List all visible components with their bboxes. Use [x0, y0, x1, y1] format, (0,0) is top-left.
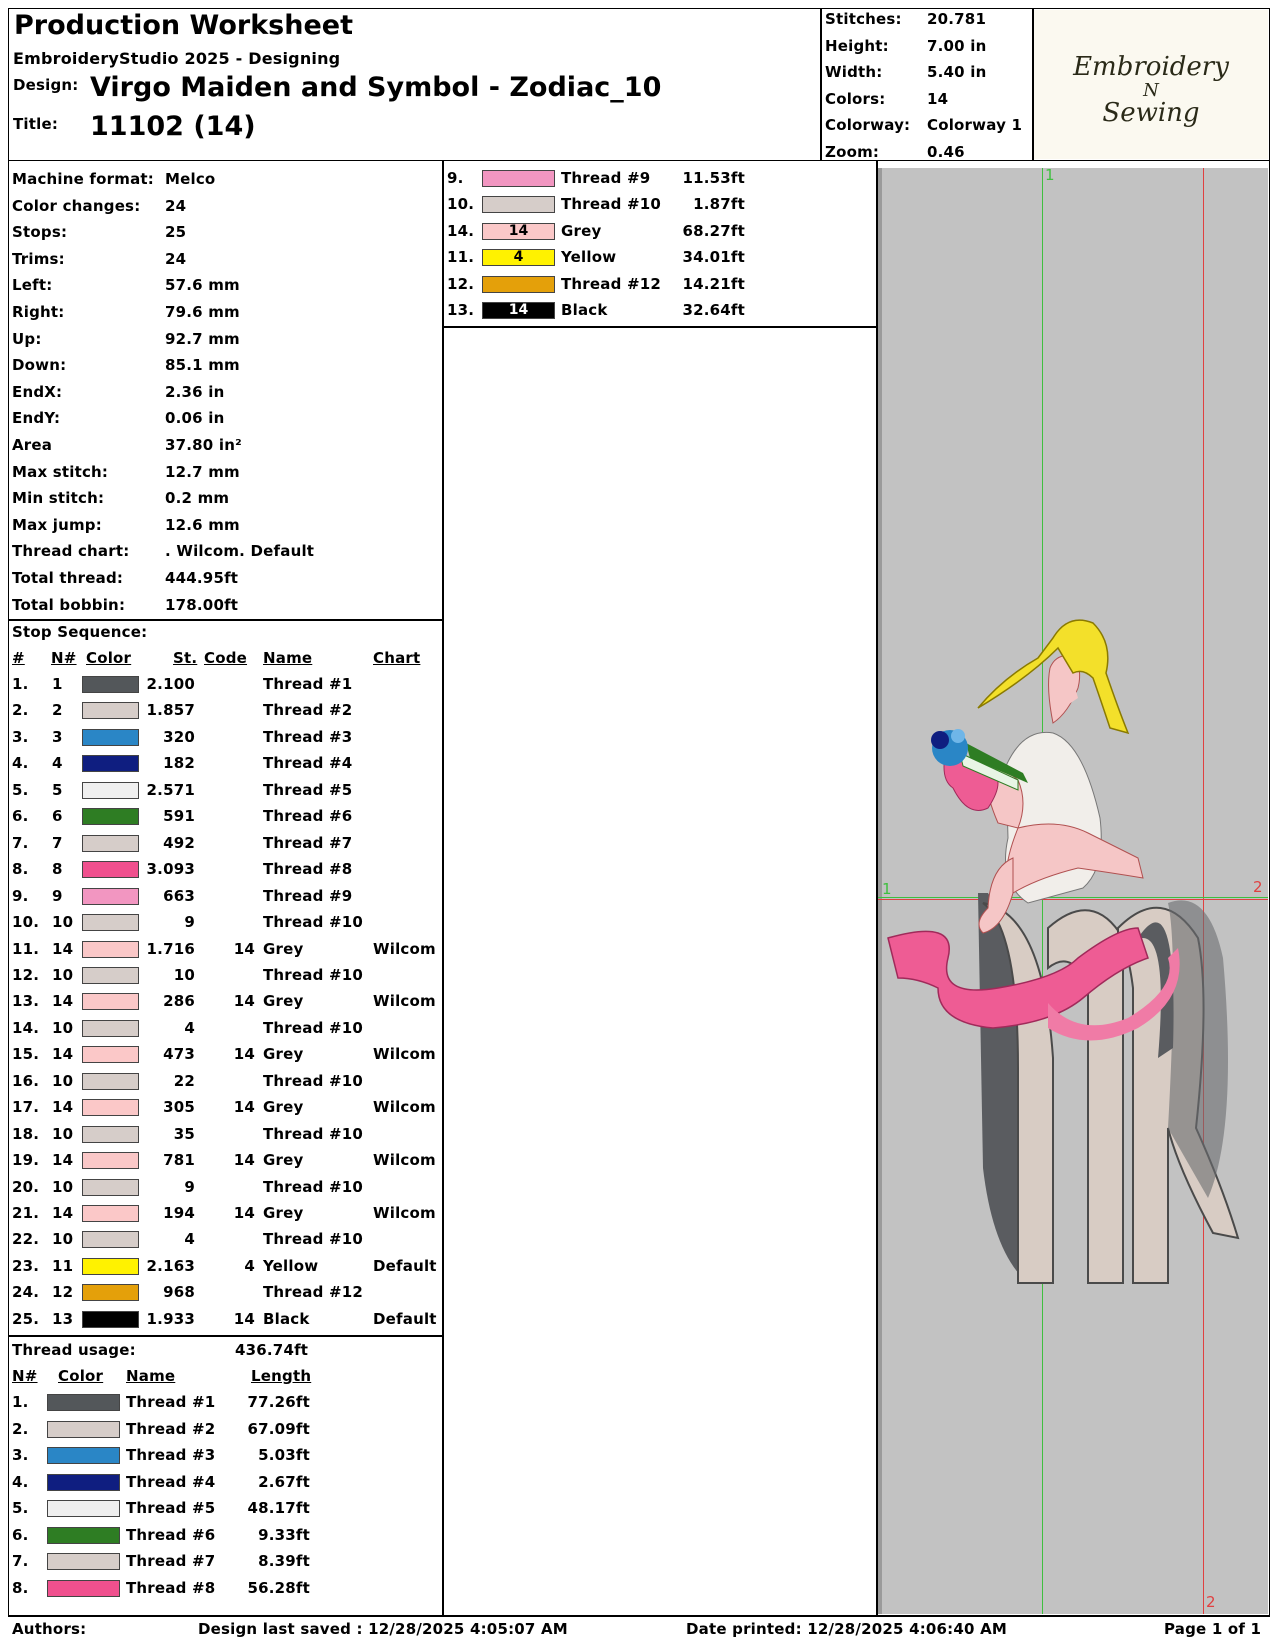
embroidery-design: [878, 168, 1268, 1614]
stop-row-n: 10: [52, 1124, 74, 1143]
design-preview: [878, 168, 1268, 1614]
stop-row-code: 14: [233, 1045, 255, 1064]
stop-row-stitches: 591: [163, 807, 195, 826]
stop-row-name: Grey: [263, 1151, 304, 1170]
usage-row-n: 12.: [447, 274, 475, 293]
machine-info-label: Machine format:: [12, 170, 154, 188]
stop-row-name: Thread #10: [263, 1071, 364, 1090]
usage-row-color-swatch: [482, 196, 555, 213]
stop-row-n: 14: [52, 1045, 74, 1064]
usage-row-name: Thread #7: [126, 1552, 216, 1570]
stop-row-chart: Wilcom: [373, 1204, 436, 1222]
stop-row-name: Grey: [263, 992, 304, 1011]
stop-row-color-swatch: [82, 914, 139, 931]
footer-printed: Date printed: 12/28/2025 4:06:40 AM: [686, 1620, 1008, 1638]
stop-row-color-swatch: [82, 967, 139, 984]
stop-row-n: 7: [52, 833, 63, 852]
stop-row-stitches: 2.163: [146, 1256, 195, 1275]
stop-row-chart: Default: [373, 1309, 437, 1328]
stat-value: 0.46: [927, 142, 965, 161]
stop-row-num: 1.: [12, 675, 29, 693]
stop-row-num: 5.: [12, 780, 29, 799]
stat-label: Colorway:: [825, 116, 911, 134]
stat-value: 20.781: [927, 10, 987, 28]
logo: [1034, 10, 1268, 159]
stop-row-color-swatch: [82, 755, 139, 772]
usage-row-n: 11.: [447, 248, 475, 267]
stop-row-n: 14: [52, 1098, 74, 1117]
machine-info-label: Up:: [12, 329, 42, 348]
machine-info-label: Color changes:: [12, 196, 141, 215]
stop-row-name: Thread #10: [263, 1124, 364, 1143]
usage-row-color-swatch: [47, 1447, 120, 1464]
stop-row-code: 14: [233, 939, 255, 958]
stop-row-color-swatch: [82, 1073, 139, 1090]
guide-marker-left: 1: [882, 880, 892, 898]
usage-row-n: 14.: [447, 221, 475, 240]
stat-label: Height:: [825, 36, 889, 55]
machine-info-label: EndY:: [12, 409, 61, 428]
stop-row-color-swatch: [82, 1152, 139, 1169]
usage-row-color-swatch: [482, 170, 555, 187]
usage-row-length: 2.67ft: [258, 1472, 310, 1491]
page-title: Production Worksheet: [14, 10, 354, 41]
stop-row-n: 5: [52, 780, 63, 799]
stop-row-num: 21.: [12, 1204, 40, 1222]
machine-info-value: 12.6 mm: [165, 515, 240, 534]
stop-row-num: 20.: [12, 1177, 40, 1196]
machine-info-value: 0.2 mm: [165, 489, 230, 508]
usage-row-name: Thread #10: [561, 195, 662, 214]
usage-row-name: Yellow: [561, 248, 617, 267]
stat-label: Colors:: [825, 89, 886, 108]
machine-info-value: 12.7 mm: [165, 462, 240, 481]
title-label: Title:: [13, 115, 59, 133]
stop-row-name: Thread #8: [263, 860, 353, 879]
stop-row-color-swatch: [82, 729, 139, 746]
stop-row-color-swatch: [82, 888, 139, 905]
stop-row-name: Thread #10: [263, 1177, 364, 1196]
stop-row-stitches: 663: [163, 886, 195, 905]
machine-info-label: Stops:: [12, 223, 68, 242]
stop-row-stitches: 4: [184, 1018, 195, 1037]
stop-row-num: 16.: [12, 1071, 40, 1090]
stop-row-n: 3: [52, 727, 63, 746]
usage-col-name: Name: [126, 1367, 176, 1385]
usage-row-color-swatch: 4: [482, 249, 555, 266]
stop-row-name: Thread #2: [263, 701, 353, 720]
stop-row-n: 14: [52, 1204, 74, 1222]
stop-row-n: 6: [52, 807, 63, 826]
stop-row-code: 14: [233, 1151, 255, 1170]
stop-row-code: 14: [233, 1204, 255, 1222]
stop-row-n: 10: [52, 1177, 74, 1196]
stop-row-code: 4: [244, 1256, 255, 1275]
thread-usage-title: Thread usage:: [12, 1341, 136, 1359]
stop-row-stitches: 2.571: [146, 780, 195, 799]
stop-row-num: 17.: [12, 1098, 40, 1117]
stop-row-num: 11.: [12, 939, 40, 958]
stop-row-stitches: 286: [163, 992, 195, 1011]
stop-row-stitches: 4: [184, 1230, 195, 1249]
machine-info-divider: [8, 619, 443, 621]
machine-info-value: Melco: [165, 170, 216, 188]
machine-info-value: 444.95ft: [165, 569, 239, 587]
stat-label: Width:: [825, 63, 883, 81]
machine-info-label: Total bobbin:: [12, 595, 126, 614]
thread-cont-divider: [442, 326, 877, 328]
stop-row-stitches: 968: [163, 1283, 195, 1302]
usage-row-n: 8.: [12, 1578, 29, 1597]
stop-row-stitches: 320: [163, 727, 195, 746]
stop-row-name: Black: [263, 1309, 310, 1328]
footer-rule: [8, 1615, 1270, 1617]
stop-row-name: Yellow: [263, 1256, 319, 1275]
stop-row-name: Thread #3: [263, 727, 353, 746]
usage-row-name: Thread #2: [126, 1419, 216, 1438]
stop-row-num: 9.: [12, 886, 29, 905]
usage-row-n: 4.: [12, 1472, 29, 1491]
stop-row-n: 14: [52, 939, 74, 958]
machine-info-value: . Wilcom. Default: [165, 542, 315, 561]
stop-row-num: 25.: [12, 1309, 40, 1328]
stop-seq-divider: [8, 1335, 443, 1337]
stop-row-chart: Wilcom: [373, 939, 436, 958]
stop-col-st: St.: [173, 649, 198, 667]
stop-col-n: N#: [51, 649, 77, 667]
stat-value: Colorway 1: [927, 116, 1023, 134]
stop-row-stitches: 22: [173, 1071, 195, 1090]
stop-row-color-swatch: [82, 1020, 139, 1037]
stop-row-n: 13: [52, 1309, 74, 1328]
machine-info-value: 24: [165, 249, 187, 268]
usage-row-length: 1.87ft: [693, 195, 745, 214]
stop-row-color-swatch: [82, 1179, 139, 1196]
stop-col-code: Code: [204, 649, 248, 667]
machine-info-label: Thread chart:: [12, 542, 130, 561]
stop-row-name: Thread #10: [263, 1018, 364, 1037]
stop-row-stitches: 1.716: [146, 939, 195, 958]
usage-row-color-swatch: [47, 1421, 120, 1438]
stop-row-name: Grey: [263, 939, 304, 958]
title-value: 11102 (14): [90, 111, 256, 142]
usage-row-name: Thread #12: [561, 274, 662, 293]
usage-row-n: 1.: [12, 1393, 29, 1411]
usage-row-length: 68.27ft: [682, 221, 745, 240]
stop-row-n: 8: [52, 860, 63, 879]
guide-marker-bottom: 2: [1206, 1593, 1216, 1611]
stat-label: Zoom:: [825, 142, 880, 161]
stop-row-code: 14: [233, 1309, 255, 1328]
logo-line-2: N: [1143, 80, 1159, 101]
machine-info-value: 57.6 mm: [165, 276, 240, 295]
usage-row-name: Thread #4: [126, 1472, 216, 1491]
stop-row-name: Thread #4: [263, 754, 353, 773]
usage-col-n: N#: [12, 1367, 38, 1385]
stop-row-name: Grey: [263, 1045, 304, 1064]
usage-row-name: Thread #3: [126, 1446, 216, 1464]
usage-row-n: 6.: [12, 1525, 29, 1544]
stop-row-n: 2: [52, 701, 63, 720]
machine-info-label: EndX:: [12, 382, 63, 401]
usage-row-length: 56.28ft: [247, 1578, 310, 1597]
machine-info-label: Down:: [12, 356, 67, 375]
stop-row-name: Thread #9: [263, 886, 353, 905]
machine-info-value: 92.7 mm: [165, 329, 240, 348]
usage-row-length: 9.33ft: [258, 1525, 310, 1544]
guide-marker-right: 2: [1253, 878, 1263, 896]
stop-row-stitches: 10: [173, 965, 195, 984]
stop-row-color-swatch: [82, 702, 139, 719]
stop-row-color-swatch: [82, 993, 139, 1010]
stop-row-n: 10: [52, 913, 74, 932]
stop-row-color-swatch: [82, 1284, 139, 1301]
machine-info-label: Max stitch:: [12, 462, 109, 481]
usage-row-color-swatch: [47, 1553, 120, 1570]
stop-row-color-swatch: [82, 1126, 139, 1143]
usage-row-n: 3.: [12, 1446, 29, 1464]
machine-info-label: Area: [12, 436, 53, 454]
stop-row-n: 11: [52, 1256, 74, 1275]
stop-row-chart: Default: [373, 1256, 437, 1275]
usage-row-n: 5.: [12, 1499, 29, 1517]
usage-row-color-swatch: [47, 1500, 120, 1517]
usage-row-length: 8.39ft: [258, 1552, 310, 1570]
stop-row-n: 10: [52, 1018, 74, 1037]
usage-row-length: 14.21ft: [682, 274, 745, 293]
stop-row-name: Thread #10: [263, 965, 364, 984]
stop-row-n: 14: [52, 1151, 74, 1170]
stop-row-name: Grey: [263, 1098, 304, 1117]
usage-row-length: 67.09ft: [247, 1419, 310, 1438]
usage-row-length: 34.01ft: [682, 248, 745, 267]
usage-row-color-swatch: 14: [482, 302, 555, 319]
stat-label: Stitches:: [825, 10, 902, 28]
machine-info-label: Max jump:: [12, 515, 102, 534]
usage-row-name: Grey: [561, 221, 602, 240]
stop-row-num: 22.: [12, 1230, 40, 1249]
stop-row-name: Thread #5: [263, 780, 353, 799]
left-col-divider: [442, 160, 444, 1616]
stop-col-chart: Chart: [373, 649, 421, 667]
machine-info-value: 2.36 in: [165, 382, 225, 401]
usage-row-length: 48.17ft: [247, 1499, 310, 1517]
usage-row-name: Thread #9: [561, 169, 651, 187]
stop-row-name: Thread #10: [263, 913, 364, 932]
stop-row-num: 13.: [12, 992, 40, 1011]
usage-row-n: 9.: [447, 169, 464, 187]
stop-row-name: Thread #7: [263, 833, 353, 852]
stop-row-stitches: 2.100: [146, 675, 195, 693]
stop-row-n: 10: [52, 965, 74, 984]
usage-row-color-swatch: [482, 276, 555, 293]
usage-row-n: 13.: [447, 301, 475, 319]
usage-row-name: Thread #8: [126, 1578, 216, 1597]
usage-row-name: Thread #6: [126, 1525, 216, 1544]
usage-col-color: Color: [58, 1367, 104, 1385]
stop-row-n: 4: [52, 754, 63, 773]
stop-row-name: Thread #12: [263, 1283, 364, 1302]
machine-info-label: Total thread:: [12, 569, 124, 587]
stop-row-chart: Wilcom: [373, 1045, 436, 1064]
design-label: Design:: [13, 76, 79, 94]
stop-row-name: Thread #6: [263, 807, 353, 826]
stop-row-num: 12.: [12, 965, 40, 984]
stop-row-name: Grey: [263, 1204, 304, 1222]
footer-authors: Authors:: [12, 1620, 87, 1638]
stop-row-code: 14: [233, 1098, 255, 1117]
stop-row-color-swatch: [82, 861, 139, 878]
stop-row-color-swatch: [82, 808, 139, 825]
machine-info-label: Left:: [12, 276, 53, 295]
usage-row-color-swatch: [47, 1580, 120, 1597]
stop-row-n: 10: [52, 1230, 74, 1249]
machine-info-value: 25: [165, 223, 187, 242]
machine-info-label: Trims:: [12, 249, 65, 268]
machine-info-value: 79.6 mm: [165, 303, 240, 321]
footer-saved: Design last saved : 12/28/2025 4:05:07 AM: [198, 1620, 568, 1638]
stop-row-stitches: 9: [184, 1177, 195, 1196]
usage-col-length: Length: [251, 1367, 312, 1385]
stop-row-num: 6.: [12, 807, 29, 826]
usage-row-length: 32.64ft: [682, 301, 745, 319]
stop-row-color-swatch: [82, 1205, 139, 1222]
stop-row-stitches: 9: [184, 913, 195, 932]
stop-row-num: 8.: [12, 860, 29, 879]
machine-info-value: 37.80 in²: [165, 436, 242, 454]
stop-row-num: 23.: [12, 1256, 40, 1275]
stop-row-num: 14.: [12, 1018, 40, 1037]
stop-row-name: Thread #10: [263, 1230, 364, 1249]
stop-row-num: 7.: [12, 833, 29, 852]
stop-row-n: 12: [52, 1283, 74, 1302]
machine-info-value: 178.00ft: [165, 595, 239, 614]
stop-row-chart: Wilcom: [373, 1151, 436, 1170]
usage-row-color-swatch: 14: [482, 223, 555, 240]
machine-info-value: 85.1 mm: [165, 356, 240, 375]
stop-sequence-title: Stop Sequence:: [12, 623, 148, 641]
usage-row-length: 5.03ft: [258, 1446, 310, 1464]
stop-row-num: 4.: [12, 754, 29, 773]
usage-row-n: 2.: [12, 1419, 29, 1438]
stop-row-stitches: 305: [163, 1098, 195, 1117]
stop-row-num: 18.: [12, 1124, 40, 1143]
usage-row-color-swatch: [47, 1394, 120, 1411]
stop-row-stitches: 35: [173, 1124, 195, 1143]
usage-row-color-swatch: [47, 1474, 120, 1491]
stop-row-n: 10: [52, 1071, 74, 1090]
stop-row-name: Thread #1: [263, 675, 353, 693]
stop-col-name: Name: [263, 649, 313, 667]
stop-row-stitches: 473: [163, 1045, 195, 1064]
logo-line-1: Embroidery: [1073, 52, 1229, 82]
stat-value: 5.40 in: [927, 63, 987, 81]
usage-row-name: Black: [561, 301, 608, 319]
stop-row-stitches: 1.857: [146, 701, 195, 720]
stop-row-color-swatch: [82, 941, 139, 958]
logo-line-3: Sewing: [1102, 98, 1200, 128]
stat-value: 7.00 in: [927, 36, 987, 55]
machine-info-label: Min stitch:: [12, 489, 105, 508]
stop-row-color-swatch: [82, 1311, 139, 1328]
guide-marker-top: 1: [1045, 168, 1055, 184]
stop-row-code: 14: [233, 992, 255, 1011]
machine-info-value: 0.06 in: [165, 409, 225, 428]
usage-row-n: 10.: [447, 195, 475, 214]
stop-row-stitches: 3.093: [146, 860, 195, 879]
stop-row-chart: Wilcom: [373, 992, 436, 1011]
usage-row-length: 11.53ft: [682, 169, 745, 187]
stop-row-stitches: 492: [163, 833, 195, 852]
footer-page: Page 1 of 1: [1164, 1620, 1262, 1638]
usage-row-length: 77.26ft: [247, 1393, 310, 1411]
thread-usage-total: 436.74ft: [235, 1341, 309, 1359]
usage-row-name: Thread #1: [126, 1393, 216, 1411]
stop-row-color-swatch: [82, 1231, 139, 1248]
stop-row-num: 10.: [12, 913, 40, 932]
stop-row-color-swatch: [82, 782, 139, 799]
machine-info-value: 24: [165, 196, 187, 215]
stop-row-num: 24.: [12, 1283, 40, 1302]
stop-row-chart: Wilcom: [373, 1098, 436, 1117]
stop-row-stitches: 182: [163, 754, 195, 773]
stop-row-num: 19.: [12, 1151, 40, 1170]
stop-row-color-swatch: [82, 1099, 139, 1116]
stat-value: 14: [927, 89, 949, 108]
usage-row-color-swatch: [47, 1527, 120, 1544]
header-divider-1: [820, 8, 822, 161]
app-name: EmbroideryStudio 2025 - Designing: [13, 49, 341, 68]
stop-row-num: 2.: [12, 701, 29, 720]
stop-row-n: 1: [52, 675, 63, 693]
stop-row-stitches: 194: [163, 1204, 195, 1222]
stop-row-color-swatch: [82, 676, 139, 693]
usage-row-name: Thread #5: [126, 1499, 216, 1517]
stop-row-n: 14: [52, 992, 74, 1011]
machine-info-label: Right:: [12, 303, 65, 321]
stop-row-stitches: 1.933: [146, 1309, 195, 1328]
stop-row-num: 15.: [12, 1045, 40, 1064]
stop-row-color-swatch: [82, 1046, 139, 1063]
stop-col-color: Color: [86, 649, 132, 667]
stop-row-color-swatch: [82, 835, 139, 852]
stop-col-num: #: [12, 649, 25, 667]
stop-row-color-swatch: [82, 1258, 139, 1275]
usage-row-n: 7.: [12, 1552, 29, 1570]
design-value: Virgo Maiden and Symbol - Zodiac_10: [90, 72, 662, 103]
stop-row-num: 3.: [12, 727, 29, 746]
stop-row-n: 9: [52, 886, 63, 905]
stop-row-stitches: 781: [163, 1151, 195, 1170]
